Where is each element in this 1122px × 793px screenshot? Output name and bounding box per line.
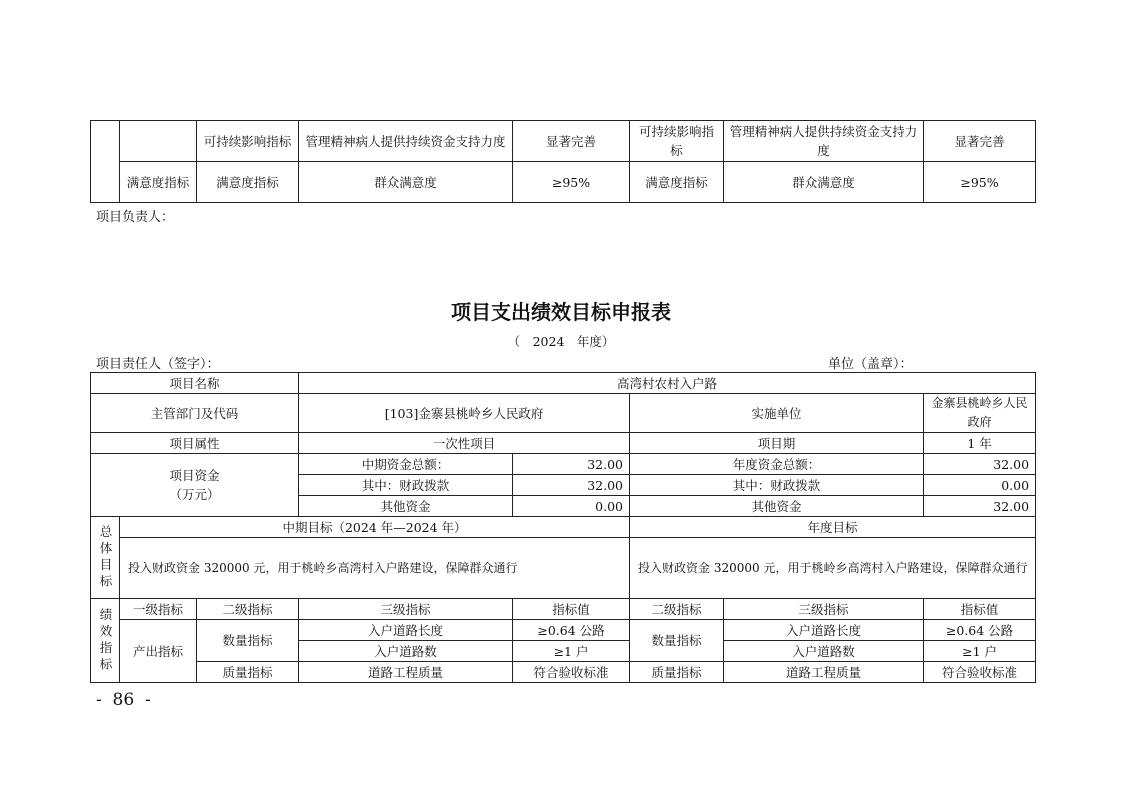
table-cell: 满意度指标 [630, 162, 724, 203]
annual-goal-text: 投入财政资金 320000 元，用于桃岭乡高湾村入户路建设，保障群众通行 [630, 538, 1036, 599]
perf-label: 绩效指标 [91, 599, 120, 683]
road-length-value: ≥0.64 公路 [513, 620, 630, 641]
top-continuation-table [90, 120, 1036, 203]
col-level1: 一级指标 [120, 599, 197, 620]
table-cell: 管理精神病人提供持续资金支持力度 [724, 121, 924, 162]
empty-cell [120, 121, 197, 162]
annual-fiscal-label: 其中：财政拨款 [630, 475, 924, 496]
mid-fiscal-value: 32.00 [513, 475, 630, 496]
col-level2-annual: 二级指标 [630, 599, 724, 620]
unit-seal-label: 单位（盖章）： [828, 357, 913, 372]
mid-other-value: 0.00 [513, 496, 630, 517]
quality-label-annual: 质量指标 [630, 662, 724, 683]
project-name-label: 项目名称 [91, 373, 299, 394]
table-cell: 群众满意度 [299, 162, 513, 203]
road-quality-value: 符合验收标准 [513, 662, 630, 683]
performance-goal-table [90, 372, 1036, 683]
table-row [91, 433, 1036, 454]
funds-unit: （万元） [169, 487, 220, 502]
table-row [91, 394, 1036, 433]
project-name-value: 高湾村农村入户路 [299, 373, 1036, 394]
road-households-value-annual: ≥1 户 [924, 641, 1036, 662]
table-cell: ≥95% [924, 162, 1036, 203]
mid-goal-label: 中期目标（2024 年—2024 年） [120, 517, 630, 538]
dept-label: 主管部门及代码 [91, 394, 299, 433]
table-row [91, 599, 1036, 620]
col-level3: 三级指标 [299, 599, 513, 620]
mid-fiscal-label: 其中：财政拨款 [299, 475, 513, 496]
impl-unit-label: 实施单位 [630, 394, 924, 433]
road-households: 入户道路数 [299, 641, 513, 662]
impl-unit-value: 金寨县桃岭乡人民政府 [924, 394, 1036, 433]
table-row [91, 538, 1036, 599]
table-cell: 可持续影响指标 [197, 121, 299, 162]
table-cell: 满意度指标 [197, 162, 299, 203]
table-cell: 可持续影响指标 [630, 121, 724, 162]
road-length-annual: 入户道路长度 [724, 620, 924, 641]
project-leader-label: 项目负责人： [96, 210, 175, 225]
dept-value: [103]金寨县桃岭乡人民政府 [299, 394, 630, 433]
table-cell: 管理精神病人提供持续资金支持力度 [299, 121, 513, 162]
mid-other-label: 其他资金 [299, 496, 513, 517]
annual-total-label: 年度资金总额： [630, 454, 924, 475]
road-quality-value-annual: 符合验收标准 [924, 662, 1036, 683]
output-label: 产出指标 [120, 620, 197, 683]
annual-other-label: 其他资金 [630, 496, 924, 517]
empty-cell [91, 121, 120, 203]
annual-other-value: 32.00 [924, 496, 1036, 517]
funds-label: 项目资金 [169, 468, 220, 483]
mid-total-value: 32.00 [513, 454, 630, 475]
table-cell: 显著完善 [924, 121, 1036, 162]
attr-value: 一次性项目 [299, 433, 630, 454]
col-value: 指标值 [513, 599, 630, 620]
col-level2: 二级指标 [197, 599, 299, 620]
period-label: 项目期 [630, 433, 924, 454]
period-value: 1 年 [924, 433, 1036, 454]
table-cell: 满意度指标 [120, 162, 197, 203]
quality-label: 质量指标 [197, 662, 299, 683]
funds-label-cell [91, 454, 299, 517]
table-row [91, 121, 1036, 162]
road-quality-annual: 道路工程质量 [724, 662, 924, 683]
col-level3-annual: 三级指标 [724, 599, 924, 620]
road-quality: 道路工程质量 [299, 662, 513, 683]
table-row [91, 373, 1036, 394]
annual-goal-label: 年度目标 [630, 517, 1036, 538]
page-number: - 86 - [96, 690, 151, 710]
table-row [91, 662, 1036, 683]
page-title: 项目支出绩效目标申报表 [451, 300, 671, 324]
quantity-label-annual: 数量指标 [630, 620, 724, 662]
annual-fiscal-value: 0.00 [924, 475, 1036, 496]
attr-label: 项目属性 [91, 433, 299, 454]
table-cell: ≥95% [513, 162, 630, 203]
road-households-value: ≥1 户 [513, 641, 630, 662]
table-cell: 显著完善 [513, 121, 630, 162]
overall-goal-label: 总体目标 [91, 517, 120, 599]
table-row [91, 517, 1036, 538]
road-length-value-annual: ≥0.64 公路 [924, 620, 1036, 641]
table-row [91, 454, 1036, 475]
road-households-annual: 入户道路数 [724, 641, 924, 662]
table-row [91, 162, 1036, 203]
mid-goal-text: 投入财政资金 320000 元，用于桃岭乡高湾村入户路建设，保障群众通行 [120, 538, 630, 599]
annual-total-value: 32.00 [924, 454, 1036, 475]
quantity-label: 数量指标 [197, 620, 299, 662]
mid-total-label: 中期资金总额： [299, 454, 513, 475]
road-length: 入户道路长度 [299, 620, 513, 641]
col-value-annual: 指标值 [924, 599, 1036, 620]
year-line: （ 2024 年度） [507, 334, 615, 349]
table-row [91, 620, 1036, 641]
responsible-signature-label: 项目责任人（签字）： [96, 357, 220, 372]
table-cell: 群众满意度 [724, 162, 924, 203]
